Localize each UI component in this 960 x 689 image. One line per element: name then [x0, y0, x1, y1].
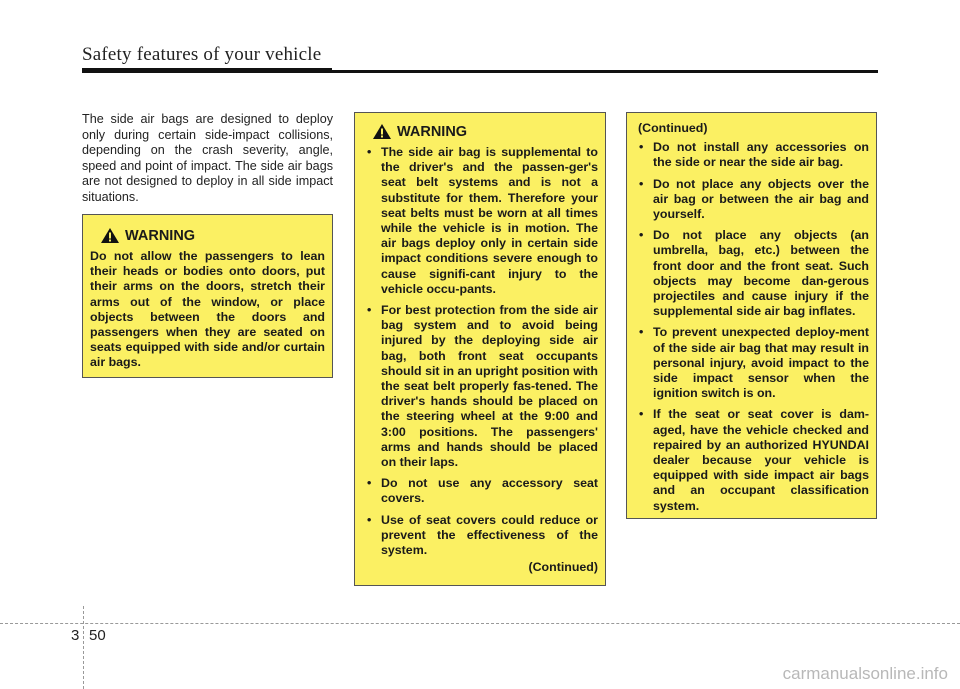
bullet: • — [367, 145, 372, 159]
warning-heading — [100, 227, 325, 244]
warning-box-passenger-posture — [82, 214, 333, 378]
list-item-text: Use of seat covers could reduce or prevent the effectiveness of the system. — [381, 512, 598, 558]
warning-list — [362, 145, 598, 558]
warning-heading — [372, 123, 598, 140]
warning-triangle-icon — [372, 123, 392, 140]
list-item — [634, 140, 869, 170]
list-item — [362, 145, 598, 297]
list-item — [634, 228, 869, 319]
bullet: • — [367, 512, 372, 527]
warning-box-side-airbag — [354, 112, 606, 586]
list-item — [634, 177, 869, 223]
warning-body-text: Do not allow the passengers to lean their heads or bodies onto doors, put their arms on the doors, stretch their arms out of the window, or place objects between the doors and passengers when they are seated on seats equipped with side and/or curtain air bags. — [90, 249, 325, 370]
list-item — [362, 303, 598, 470]
list-item — [634, 407, 869, 513]
bullet: • — [367, 476, 372, 491]
warning-heading-label: WARNING — [397, 123, 468, 140]
list-item-text: If the seat or seat cover is dam-aged, have the vehicle checked and repaired by an authorized HYUNDAI dealer because your vehicle is equipped with side impact air bags and an occupant classification system. — [653, 407, 869, 513]
list-item — [362, 513, 598, 559]
list-item-text: Do not use any accessory seat covers. — [381, 476, 598, 506]
list-item-text: To prevent unexpected deploy-ment of the side air bag that may result in personal injury, avoid impact to the side impact sensor when the ignition switch is on. — [653, 325, 869, 401]
bullet: • — [639, 325, 644, 340]
continued-label: (Continued) — [528, 560, 598, 575]
page-header-title: Safety features of your vehicle — [82, 44, 322, 65]
header-rule-accent — [82, 68, 332, 73]
page-number: 50 — [89, 627, 106, 644]
list-item-text: For best protection from the side air bag system and to avoid being injured by the deploying side air bag, both front seat occupants should sit in an upright position with the seat belt properly fas-tened. The driver's hands should be placed on the steering wheel at the 9:00 and 3:00 positions. The passengers' arms and hands should be placed on their laps. — [381, 303, 598, 470]
list-item — [634, 325, 869, 401]
header-rule — [82, 70, 878, 73]
footer-divider — [83, 606, 84, 689]
bullet: • — [639, 407, 644, 422]
warning-box-continued — [626, 112, 877, 519]
list-item-text: Do not install any accessories on the side or near the side air bag. — [653, 140, 869, 170]
list-item-text: Do not place any objects (an umbrella, bag, etc.) between the front door and the front seat. Such objects may become dan-gerous projectiles and cause injury if the supplemental side air bag inflates. — [653, 228, 869, 319]
bullet: • — [367, 303, 372, 318]
warning-list — [634, 140, 869, 514]
bullet: • — [639, 140, 644, 155]
bullet: • — [639, 228, 644, 243]
chapter-number: 3 — [71, 627, 80, 644]
continued-label: (Continued) — [638, 121, 708, 135]
list-item-text: Do not place any objects over the air bag or between the air bag and yourself. — [653, 176, 869, 222]
intro-paragraph: The side air bags are designed to deploy only during certain side-impact collisions, depending on the crash severity, angle, speed and point of impact. The side air bags are not designed to deploy in all side impact situations. — [82, 112, 333, 204]
watermark-text: carmanualsonline.info — [782, 664, 948, 683]
bullet: • — [639, 176, 644, 191]
warning-heading-label: WARNING — [125, 227, 196, 244]
warning-triangle-icon — [100, 227, 120, 244]
list-item-text: The side air bag is supplemental to the driver's and the passen-ger's seat belt systems and is not a substitute for them. Therefore your seat belts must be worn at all times while the vehicle is in motion. The air bags deploy only in certain side impact conditions severe enough to cause signifi-cant injury to the vehicle occu-pants. — [381, 145, 598, 296]
footer-rule — [0, 623, 960, 624]
list-item — [362, 476, 598, 506]
